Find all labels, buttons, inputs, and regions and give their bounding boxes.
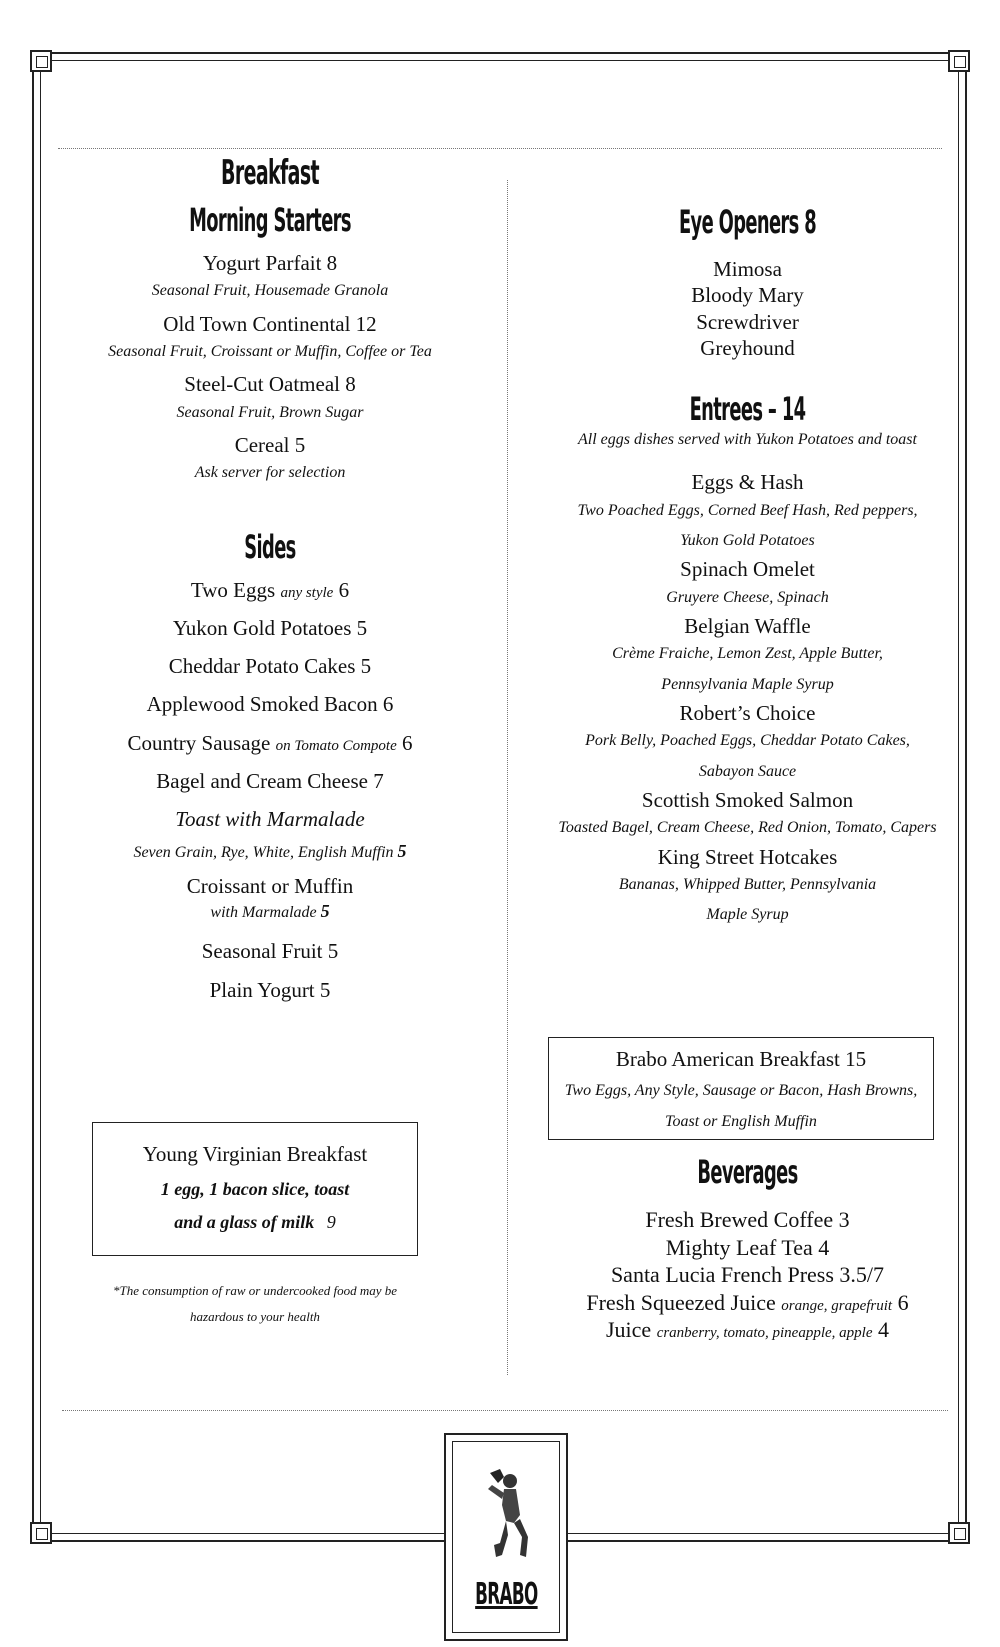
beverage-name: Fresh Squeezed Juice (586, 1289, 776, 1315)
side-bagel: Bagel and Cream Cheese 7 (156, 768, 384, 793)
side-note: any style (280, 584, 334, 601)
entree-desc: Crème Fraiche, Lemon Zest, Apple Butter, (612, 645, 883, 663)
brabo-wordmark: BRABO (474, 1577, 538, 1612)
eye-opener-item: Greyhound (700, 335, 795, 360)
starter-item-name: Steel-Cut Oatmeal 8 (184, 372, 356, 397)
disclaimer-line2: hazardous to your health (190, 1309, 320, 1324)
side-croissant-name: Croissant or Muffin (186, 873, 354, 898)
young-virginian-box (92, 1122, 418, 1256)
starter-item-desc: Seasonal Fruit, Croissant or Muffin, Coffee or Tea (108, 342, 432, 360)
entree-desc: Pennsylvania Maple Syrup (661, 675, 834, 693)
side-name: Country Sausage (127, 730, 271, 755)
brabo-breakfast-title: Brabo American Breakfast 15 (615, 1047, 867, 1071)
brabo-breakfast-desc2: Toast or English Muffin (665, 1112, 817, 1130)
entree-name: Belgian Waffle (684, 614, 811, 639)
beverage-french-press: Santa Lucia French Press 3.5/7 (610, 1262, 885, 1287)
entree-desc: Pork Belly, Poached Eggs, Cheddar Potato Cakes, (585, 732, 910, 750)
frame-corner-top-left (30, 50, 52, 72)
beverages-section (520, 1150, 975, 1344)
side-seasonal-fruit: Seasonal Fruit 5 (201, 939, 339, 964)
beverage-note: cranberry, tomato, pineapple, apple (656, 1325, 873, 1341)
starter-item-name: Cereal 5 (234, 432, 306, 457)
side-plain-yogurt: Plain Yogurt 5 (209, 977, 331, 1002)
side-yukon-potatoes: Yukon Gold Potatoes 5 (172, 615, 368, 640)
side-croissant-desc (70, 899, 470, 924)
side-price: 6 (402, 730, 413, 755)
young-virginian-price: 9 (326, 1211, 336, 1232)
side-croissant-desc-text: with Marmalade (210, 903, 317, 921)
brabo-breakfast-desc1: Two Eggs, Any Style, Sausage or Bacon, Hash Browns, (564, 1082, 918, 1100)
entree-name: Robert’s Choice (679, 701, 816, 726)
statue-logo-icon (470, 1465, 542, 1565)
side-toast-price: 5 (397, 841, 407, 862)
starter-item-desc: Ask server for selection (194, 464, 346, 482)
left-column (70, 150, 470, 1003)
frame-corner-top-right (948, 50, 970, 72)
entree-desc: Bananas, Whipped Butter, Pennsylvania (618, 876, 877, 894)
beverages-heading: Beverages (697, 1153, 798, 1191)
entree-name: King Street Hotcakes (657, 844, 838, 869)
frame-corner-bottom-right (948, 1522, 970, 1544)
entree-name: Spinach Omelet (680, 557, 815, 582)
bottom-divider (62, 1410, 948, 1411)
entree-desc: Two Poached Eggs, Corned Beef Hash, Red peppers, (577, 501, 918, 519)
side-toast-name: Toast with Marmalade (175, 807, 365, 832)
frame-corner-bottom-left (30, 1522, 52, 1544)
side-two-eggs (70, 577, 470, 603)
starter-item-name: Yogurt Parfait 8 (202, 251, 338, 275)
entree-desc: Toasted Bagel, Cream Cheese, Red Onion, Tomato, Capers (558, 819, 937, 837)
entree-desc: Yukon Gold Potatoes (680, 532, 815, 550)
disclaimer-line1: *The consumption of raw or undercooked food may be (112, 1283, 398, 1298)
side-toast-desc-text: Seven Grain, Rye, White, English Muffin (133, 844, 394, 862)
column-divider (507, 180, 508, 1375)
entree-name: Scottish Smoked Salmon (641, 788, 854, 813)
side-toast-desc (70, 834, 470, 868)
eye-opener-item: Screwdriver (696, 309, 799, 334)
side-cheddar-cakes: Cheddar Potato Cakes 5 (168, 654, 372, 679)
eye-opener-item: Bloody Mary (691, 283, 804, 308)
side-name: Two Eggs (190, 577, 276, 602)
young-virginian-title: Young Virginian Breakfast (142, 1142, 368, 1166)
young-virginian-desc (93, 1173, 417, 1238)
breakfast-heading: Breakfast (221, 153, 319, 193)
sides-heading: Sides (244, 527, 296, 566)
eye-openers-heading: Eye Openers 8 (678, 203, 817, 241)
young-virginian-line1: 1 egg, 1 bacon slice, toast (160, 1179, 350, 1200)
entree-name: Eggs & Hash (691, 470, 804, 495)
entree-desc: Gruyere Cheese, Spinach (666, 588, 829, 606)
side-country-sausage (70, 730, 470, 756)
starter-item-desc: Seasonal Fruit, Housemade Granola (151, 282, 389, 300)
young-virginian-line2: and a glass of milk (174, 1211, 315, 1232)
young-virginian-line2-row (93, 1206, 417, 1238)
side-price: 6 (338, 577, 350, 602)
side-bacon: Applewood Smoked Bacon 6 (146, 692, 394, 717)
eye-opener-item: Mimosa (713, 257, 782, 281)
beverage-juice (520, 1316, 975, 1344)
beverage-note: orange, grapefruit (781, 1297, 893, 1314)
morning-starters-heading: Morning Starters (189, 201, 351, 239)
side-croissant-price: 5 (320, 900, 330, 921)
side-note: on Tomato Compote (275, 737, 397, 754)
food-disclaimer (92, 1278, 418, 1330)
beverage-squeezed-juice (520, 1289, 975, 1317)
top-divider (58, 148, 942, 149)
beverage-price: 6 (897, 1289, 909, 1315)
beverage-name: Juice (605, 1317, 652, 1342)
right-column (520, 200, 975, 931)
beverage-tea: Mighty Leaf Tea 4 (665, 1234, 830, 1260)
entree-desc: Maple Syrup (706, 906, 789, 924)
beverage-coffee: Fresh Brewed Coffee 3 (645, 1207, 850, 1232)
logo-wordmark (452, 1577, 560, 1612)
starter-item-name: Old Town Continental 12 (163, 311, 377, 336)
entrees-heading: Entrees – 14 (689, 390, 806, 428)
beverage-price: 4 (878, 1317, 889, 1342)
entree-desc: Sabayon Sauce (698, 762, 797, 780)
entrees-note: All eggs dishes served with Yukon Potatoes and toast (578, 431, 917, 448)
starter-item-desc: Seasonal Fruit, Brown Sugar (176, 403, 364, 421)
brabo-breakfast-box (548, 1037, 934, 1140)
